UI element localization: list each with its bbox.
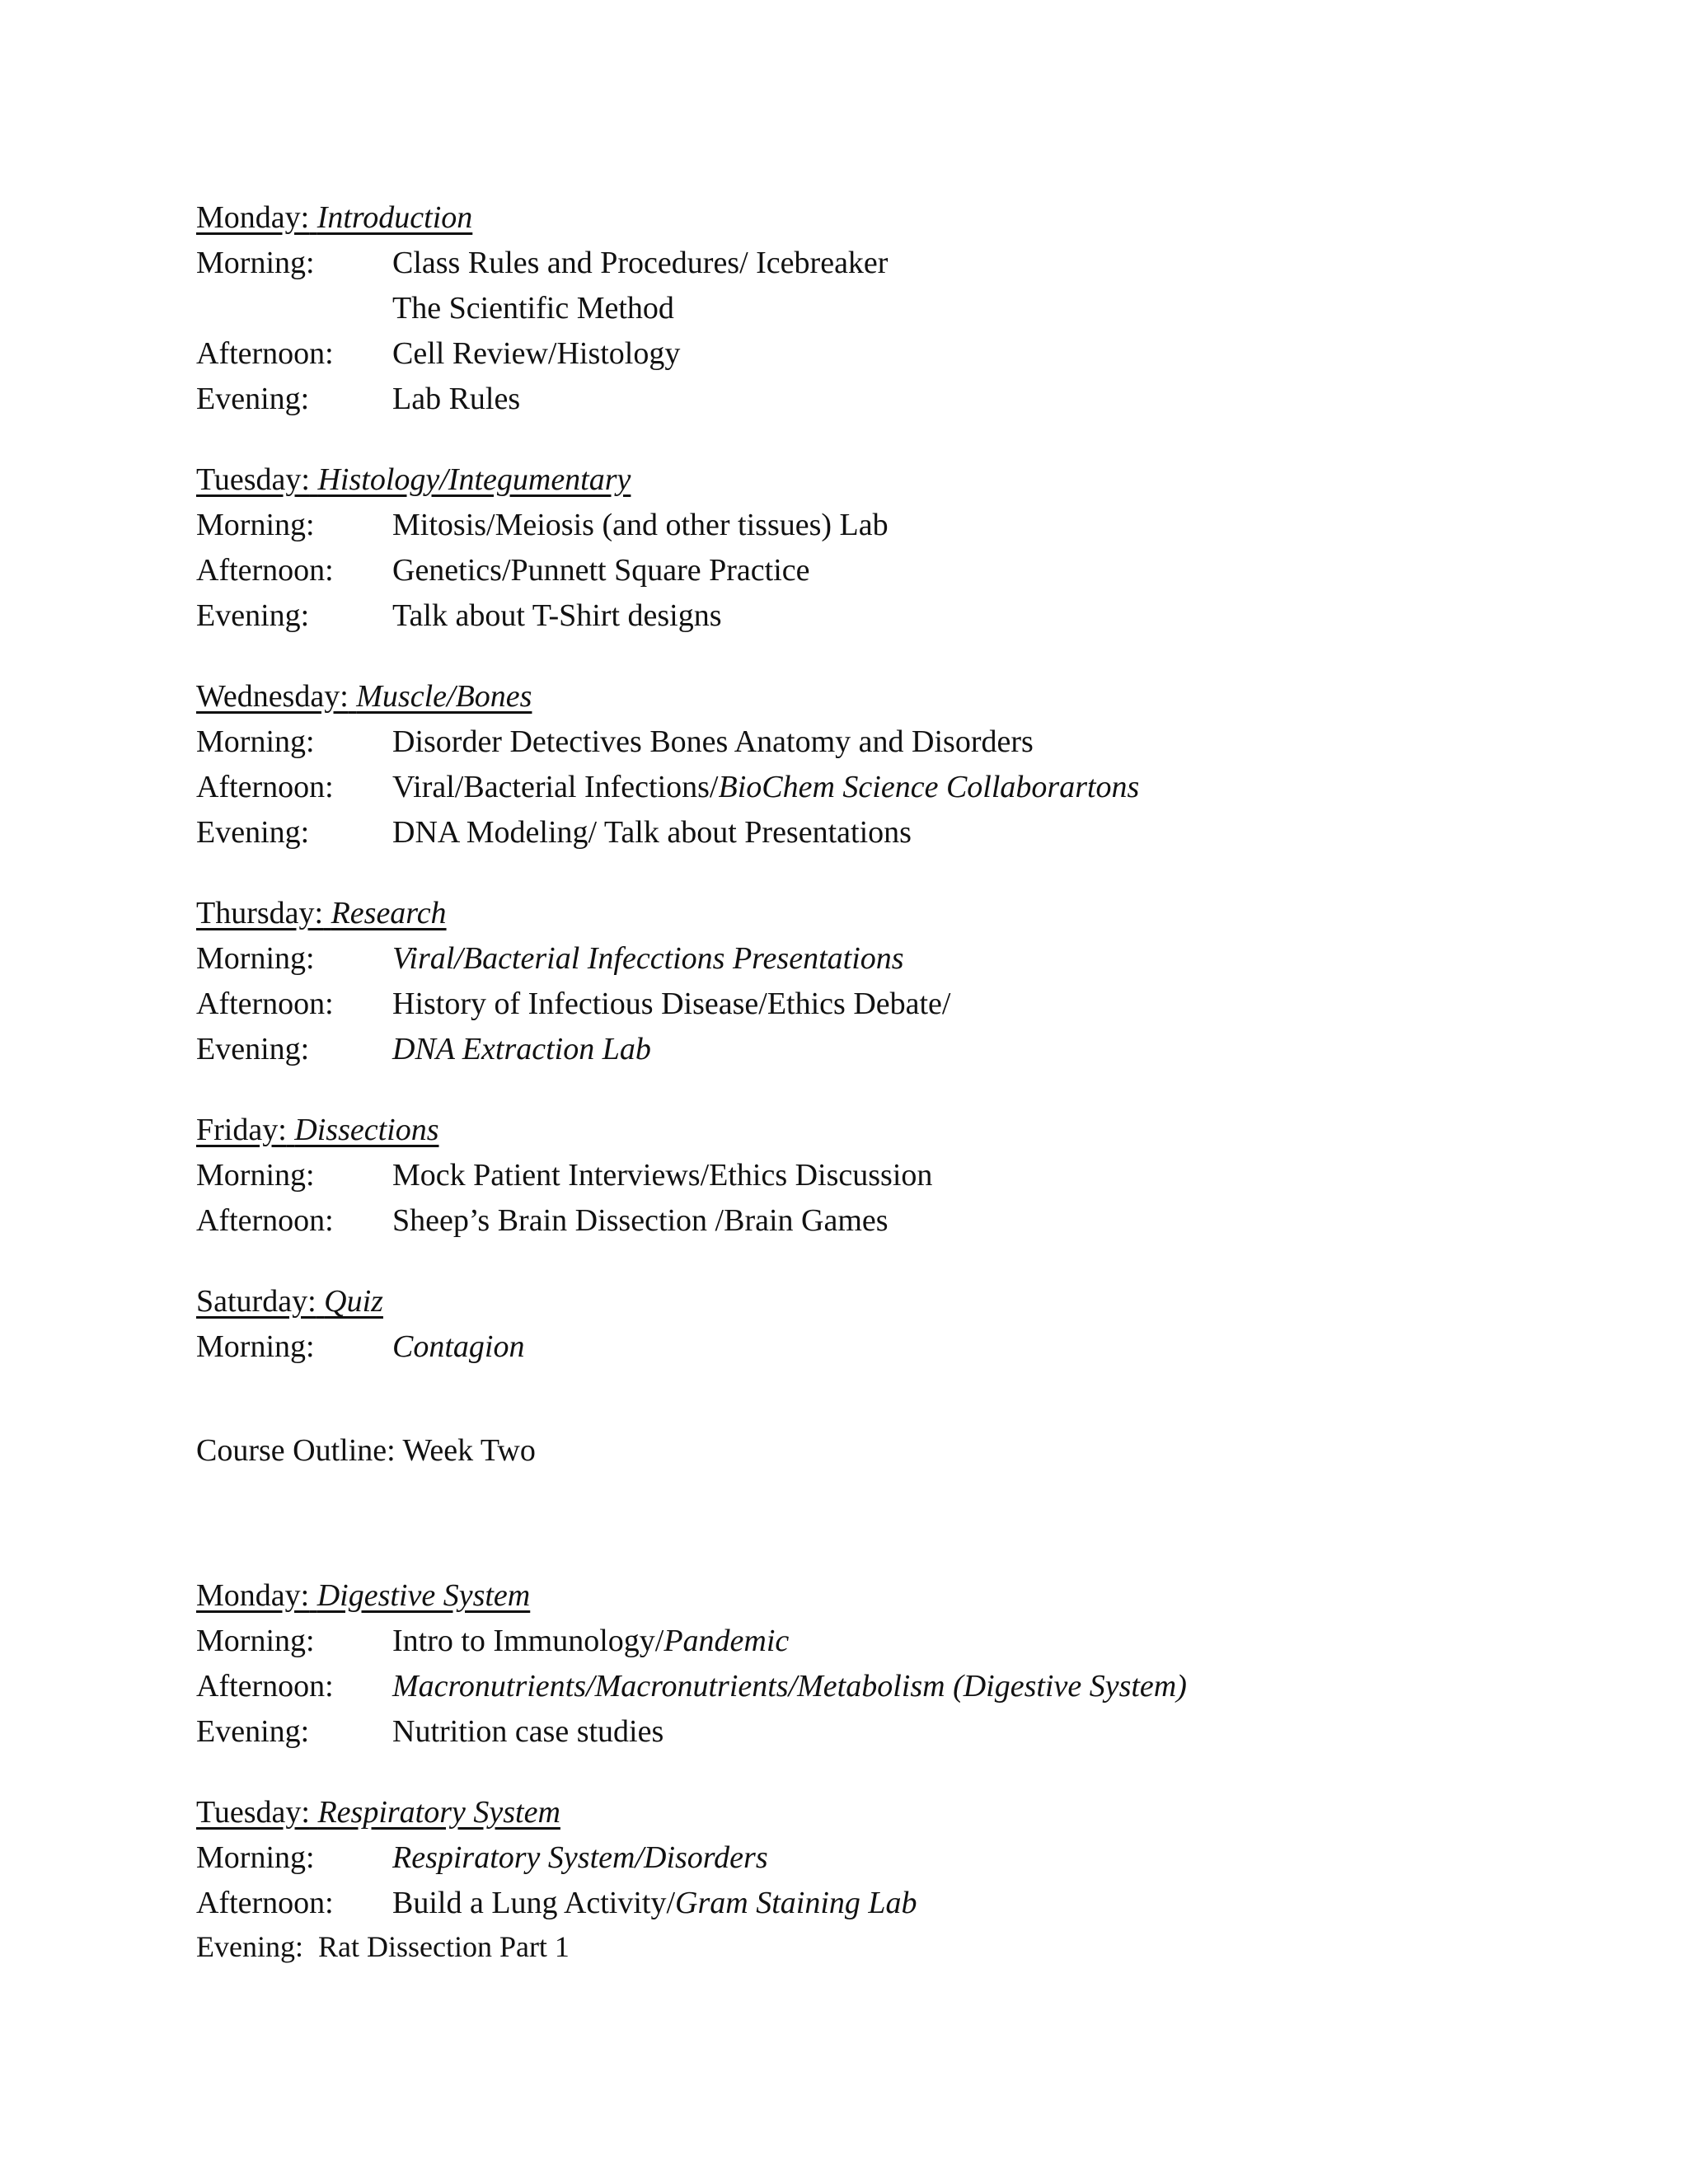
- activity: [392, 765, 1139, 810]
- activity-text: The Scientific Method: [392, 291, 674, 326]
- activity: [392, 1027, 651, 1072]
- day-heading-underlined: [196, 896, 447, 930]
- day-heading: [196, 457, 1597, 503]
- activity-text: Viral/Bacterial Infections/: [392, 770, 719, 804]
- time-slot-label: Evening:: [196, 815, 310, 850]
- day-name: Tuesday:: [196, 462, 310, 497]
- schedule-row: [196, 1198, 1597, 1244]
- activity: [392, 286, 674, 331]
- day-name: Thursday:: [196, 896, 324, 930]
- activity: [392, 1153, 932, 1198]
- schedule-row: [196, 593, 1597, 639]
- schedule-row: [196, 1835, 1597, 1881]
- schedule-row: [196, 1709, 1597, 1755]
- time-slot-label: Morning:: [196, 1624, 315, 1658]
- activity: [392, 377, 520, 422]
- activity-text: DNA Modeling/ Talk about Presentations: [392, 815, 912, 850]
- schedule-row: [196, 503, 1597, 548]
- activity-text: Build a Lung Activity/: [392, 1886, 676, 1920]
- activity-text: Pandemic: [663, 1624, 790, 1658]
- day-theme: Research: [331, 896, 447, 930]
- day-theme: Respiratory System: [317, 1795, 560, 1830]
- time-slot-label: Morning:: [196, 1329, 315, 1364]
- activity-text: History of Infectious Disease/Ethics Debate/: [392, 987, 951, 1021]
- activity: [392, 1664, 1187, 1709]
- activity-text: Nutrition case studies: [392, 1714, 664, 1749]
- schedule-row: [196, 331, 1597, 377]
- schedule-row: [196, 1324, 1597, 1370]
- activity-text: Mitosis/Meiosis (and other tissues) Lab: [392, 508, 889, 542]
- activity-text: Contagion: [392, 1329, 525, 1364]
- day-name: Monday:: [196, 200, 310, 235]
- week-two-schedule: [196, 1572, 1597, 1967]
- time-slot-label: Afternoon:: [196, 987, 334, 1021]
- activity: [392, 1619, 789, 1664]
- activity-text: Class Rules and Procedures/ Icebreaker: [392, 246, 889, 280]
- day-name: Monday:: [196, 1578, 310, 1613]
- schedule-row: [196, 982, 1597, 1027]
- activity: [392, 548, 810, 593]
- day-block: [196, 194, 1597, 422]
- time-slot-label: Morning:: [196, 1158, 315, 1193]
- schedule-row-compact: Evening: Rat Dissection Part 1: [196, 1930, 570, 1963]
- day-name: Saturday:: [196, 1284, 316, 1319]
- time-slot-label: Afternoon:: [196, 1886, 334, 1920]
- schedule-row: [196, 548, 1597, 593]
- schedule-row: [196, 765, 1597, 810]
- day-heading-underlined: [196, 1284, 383, 1319]
- activity-text: Viral/Bacterial Infecctions Presentations: [392, 941, 904, 976]
- schedule-row: [196, 377, 1597, 422]
- time-slot-label: Morning:: [196, 724, 315, 759]
- activity: [392, 1198, 889, 1244]
- day-heading-underlined: [196, 1113, 439, 1147]
- activity: [392, 1835, 768, 1881]
- activity: [392, 593, 722, 639]
- activity: [392, 936, 904, 982]
- activity: [392, 331, 680, 377]
- day-block: [196, 1572, 1597, 1755]
- time-slot-label: Afternoon:: [196, 1203, 334, 1238]
- day-heading: [196, 1107, 1597, 1153]
- schedule-document: [196, 194, 1597, 2002]
- day-heading: [196, 890, 1597, 936]
- activity: [392, 719, 1034, 765]
- activity: [392, 241, 888, 286]
- schedule-row: [196, 1664, 1597, 1709]
- day-theme: Histology/Integumentary: [317, 462, 631, 497]
- activity-text: Disorder Detectives Bones Anatomy and Disorders: [392, 724, 1034, 759]
- day-name: Friday:: [196, 1113, 287, 1147]
- schedule-row: [196, 719, 1597, 765]
- day-name: Wednesday:: [196, 679, 349, 714]
- time-slot-label: Evening:: [196, 382, 310, 416]
- time-slot-label: Morning:: [196, 941, 315, 976]
- activity-text: Gram Staining Lab: [675, 1886, 917, 1920]
- day-block: [196, 890, 1597, 1072]
- day-heading-underlined: [196, 1578, 530, 1613]
- time-slot-label: Evening:: [196, 1032, 310, 1066]
- time-slot-label: Afternoon:: [196, 1669, 334, 1704]
- schedule-row: [196, 286, 1597, 331]
- schedule-row: [196, 1881, 1597, 1926]
- day-block: [196, 457, 1597, 639]
- activity-text: Lab Rules: [392, 382, 521, 416]
- time-slot-label: Evening:: [196, 598, 310, 633]
- day-heading-underlined: [196, 462, 631, 497]
- activity: [392, 1881, 917, 1926]
- activity-text: Respiratory System/Disorders: [392, 1840, 768, 1875]
- activity: [392, 1324, 524, 1370]
- day-heading-underlined: [196, 1795, 560, 1830]
- activity-text: BioChem Science Collaborartons: [718, 770, 1140, 804]
- schedule-row: [196, 1619, 1597, 1664]
- day-theme: Digestive System: [316, 1578, 531, 1613]
- activity: [392, 810, 912, 855]
- activity-text: Macronutrients/Macronutrients/Metabolism (Digestive System): [392, 1669, 1187, 1704]
- time-slot-label: Evening:: [196, 1714, 310, 1749]
- day-heading-underlined: [196, 679, 532, 714]
- time-slot-label: Afternoon:: [196, 770, 334, 804]
- time-slot-label: Morning:: [196, 508, 315, 542]
- time-slot-label: Morning:: [196, 1840, 315, 1875]
- day-heading: [196, 1278, 1597, 1324]
- time-slot-label: [196, 286, 392, 331]
- activity-text: Cell Review/Histology: [392, 336, 681, 371]
- week-one-schedule: [196, 194, 1597, 1370]
- activity: [392, 1709, 663, 1755]
- day-heading-underlined: [196, 200, 472, 235]
- activity: [392, 982, 950, 1027]
- activity-text: Sheep’s Brain Dissection /Brain Games: [392, 1203, 889, 1238]
- day-theme: Muscle/Bones: [356, 679, 532, 714]
- day-theme: Quiz: [324, 1284, 383, 1319]
- schedule-row: [196, 1153, 1597, 1198]
- activity-text: DNA Extraction Lab: [392, 1032, 651, 1066]
- day-theme: Introduction: [316, 200, 473, 235]
- activity-text: Intro to Immunology/: [392, 1624, 664, 1658]
- course-outline-heading: Course Outline: Week Two: [196, 1433, 536, 1468]
- schedule-row: [196, 810, 1597, 855]
- day-heading: [196, 194, 1597, 241]
- day-name: Tuesday:: [196, 1795, 310, 1830]
- day-heading: [196, 1572, 1597, 1619]
- day-heading: [196, 673, 1597, 719]
- time-slot-label: Morning:: [196, 246, 315, 280]
- day-block: [196, 673, 1597, 855]
- day-block: [196, 1107, 1597, 1244]
- schedule-row: [196, 1027, 1597, 1072]
- schedule-row: [196, 241, 1597, 286]
- schedule-row: [196, 936, 1597, 982]
- time-slot-label: Afternoon:: [196, 553, 334, 588]
- activity: [392, 503, 889, 548]
- day-heading: [196, 1789, 1597, 1835]
- day-block: [196, 1278, 1597, 1370]
- day-block: [196, 1789, 1597, 1967]
- day-theme: Dissections: [294, 1113, 439, 1147]
- time-slot-label: Afternoon:: [196, 336, 334, 371]
- activity-text: Talk about T-Shirt designs: [392, 598, 722, 633]
- activity-text: Genetics/Punnett Square Practice: [392, 553, 810, 588]
- activity-text: Mock Patient Interviews/Ethics Discussion: [392, 1158, 933, 1193]
